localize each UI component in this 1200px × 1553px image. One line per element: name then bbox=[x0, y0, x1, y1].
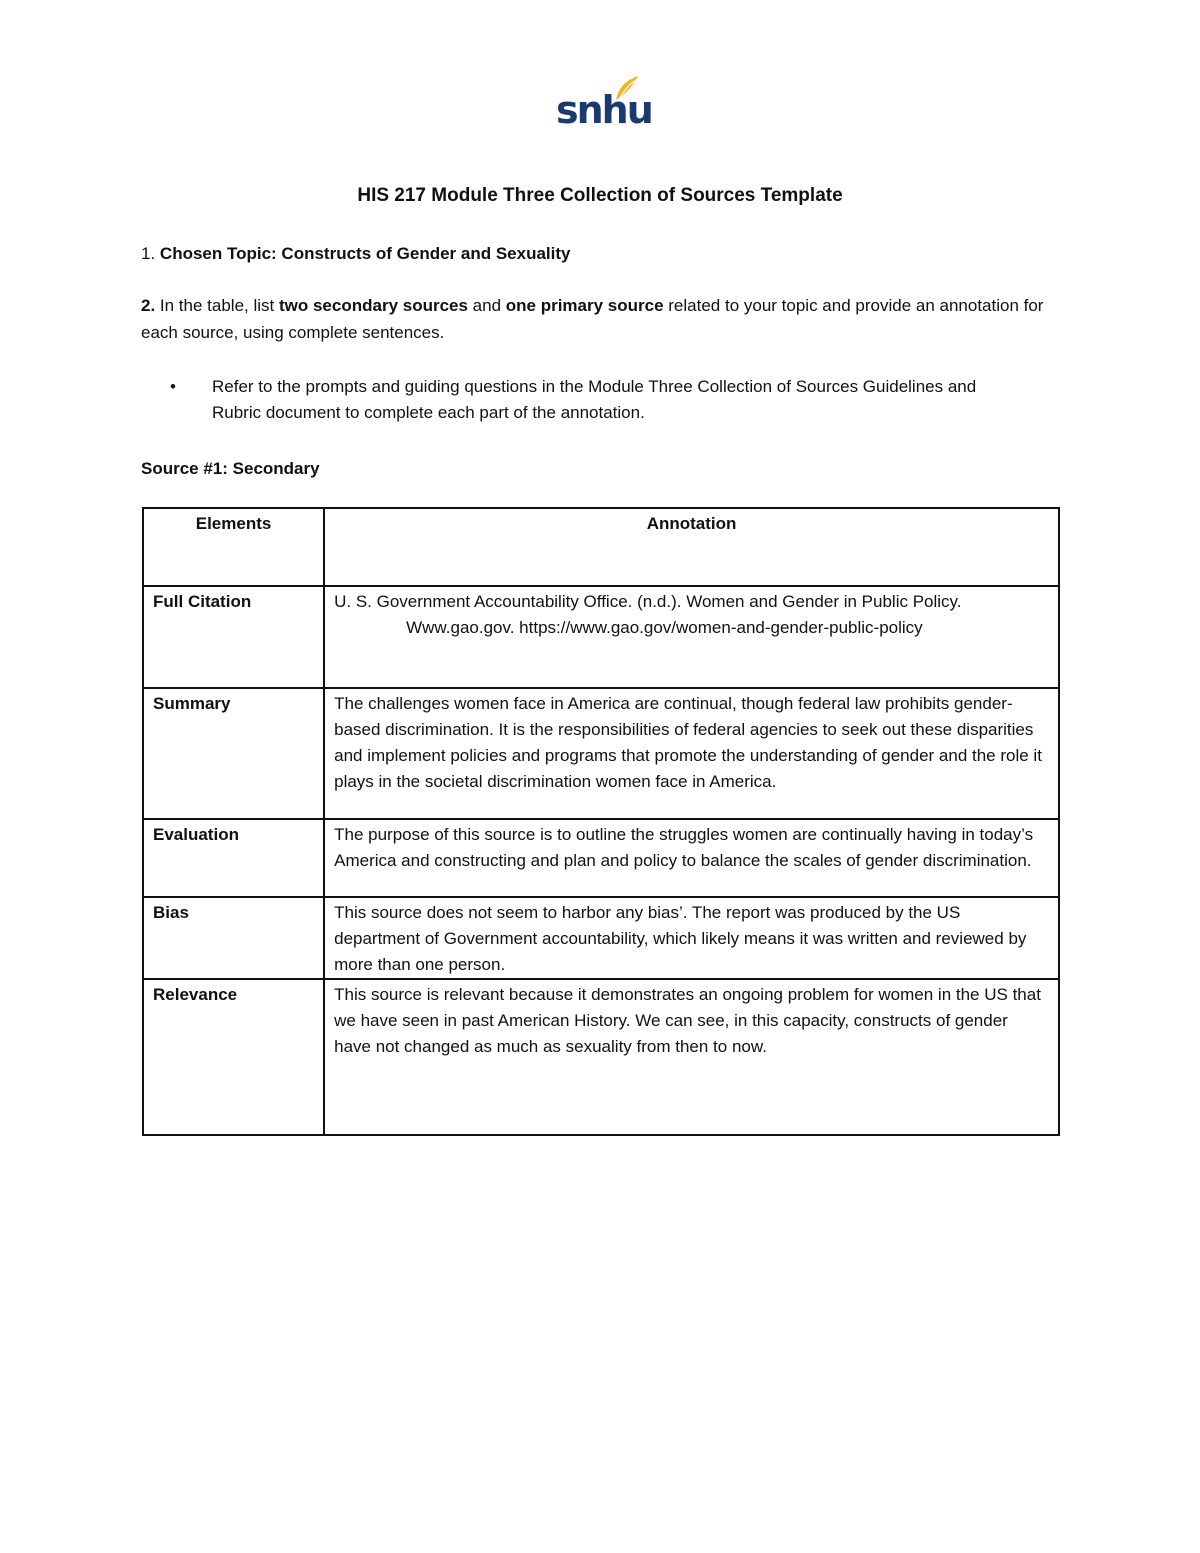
chosen-topic bbox=[141, 241, 1061, 268]
annotation-cell: This source is relevant because it demonstrates an ongoing problem for women in the US that we have seen in past American History. We can see, in this capacity, constructs of gender have not changed as much as sexuality from then to now. bbox=[324, 979, 1059, 1135]
logo-wordmark: snhu bbox=[556, 88, 652, 132]
header-annotation: Annotation bbox=[324, 508, 1059, 586]
citation-text: U. S. Government Accountability Office. (n.d.). Women and Gender in Public Policy. Www.gao.gov. https://www.gao.gov/women-and-gender-public-policy bbox=[334, 592, 962, 637]
table-row bbox=[143, 897, 1059, 979]
table-row bbox=[143, 819, 1059, 897]
bullet-text: Refer to the prompts and guiding questions in the Module Three Collection of Sources Guidelines and Rubric document to complete each part of the annotation. bbox=[212, 377, 977, 422]
element-label: Relevance bbox=[143, 979, 324, 1135]
header-elements: Elements bbox=[143, 508, 324, 586]
element-label: Summary bbox=[143, 688, 324, 819]
instruction-part-3: related to your topic and provide an annotation for each source, using complete sentences. bbox=[141, 296, 1044, 342]
instruction-bold-1: two secondary sources bbox=[278, 296, 468, 315]
topic-label: Chosen Topic: Constructs of Gender and Sexuality bbox=[159, 244, 571, 263]
element-label: Evaluation bbox=[143, 819, 324, 897]
instruction-part-2: and bbox=[467, 296, 506, 315]
source-heading: Source #1: Secondary bbox=[141, 459, 320, 478]
topic-number: 1. bbox=[141, 244, 156, 263]
page-title: HIS 217 Module Three Collection of Sources Template bbox=[357, 185, 843, 206]
table-row bbox=[143, 979, 1059, 1135]
annotation-cell: This source does not seem to harbor any bias’. The report was produced by the US department of Government accountability, which likely means it was written and reviewed by more than one person. bbox=[324, 897, 1059, 979]
instruction-part-1: In the table, list bbox=[155, 296, 279, 315]
annotation-table bbox=[142, 507, 1060, 1136]
table-header-row bbox=[143, 508, 1059, 586]
element-label: Bias bbox=[143, 897, 324, 979]
table-row bbox=[143, 688, 1059, 819]
element-label: Full Citation bbox=[143, 586, 324, 688]
annotation-cell bbox=[324, 586, 1059, 688]
instruction-paragraph bbox=[141, 293, 1061, 346]
snhu-logo bbox=[556, 74, 652, 134]
annotation-cell: The purpose of this source is to outline the struggles women are continually having in today’s America and constructing and plan and policy to balance the scales of gender discrimination. bbox=[324, 819, 1059, 897]
bullet-glyph: • bbox=[170, 377, 176, 396]
annotation-cell: The challenges women face in America are continual, though federal law prohibits gender-based discrimination. It is the responsibilities of federal agencies to seek out these disparities and implement policies and programs that promote the understanding of gender and the role it plays in the societal discrimination women face in America. bbox=[324, 688, 1059, 819]
instruction-bold-2: one primary source bbox=[505, 296, 664, 315]
instruction-number: 2. bbox=[141, 296, 156, 315]
table-row bbox=[143, 586, 1059, 688]
